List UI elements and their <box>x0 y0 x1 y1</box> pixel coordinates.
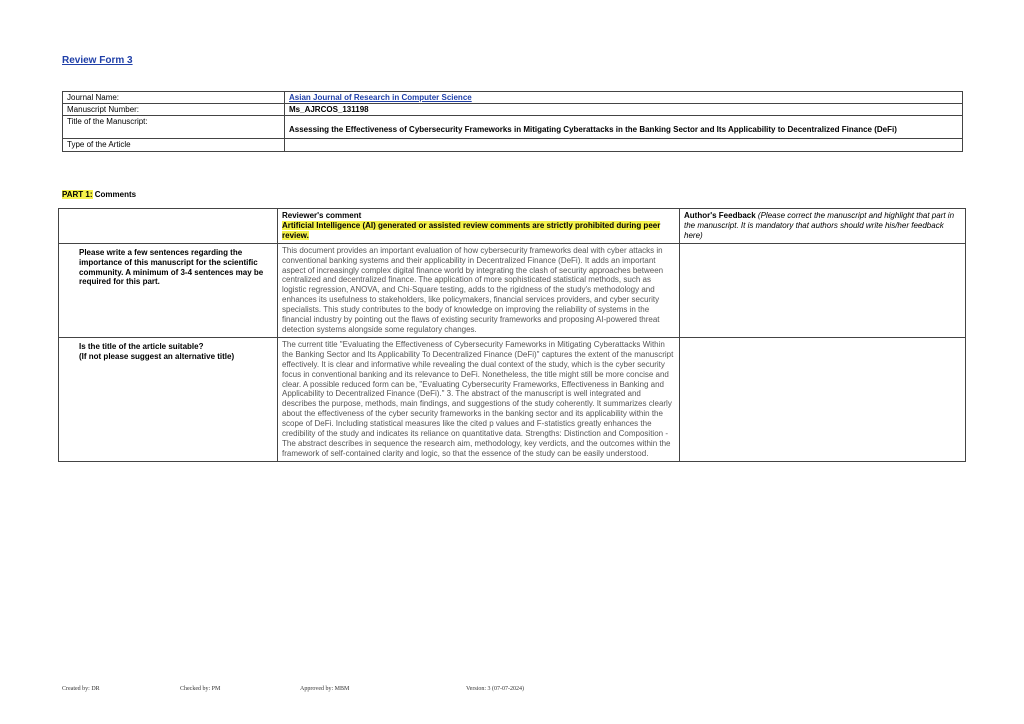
ai-prohibition-note: Artificial Intelligence (AI) generated or assisted review comments are strictly prohibited during peer review. <box>282 220 661 240</box>
journal-row <box>63 92 963 104</box>
journal-value-cell <box>285 92 963 104</box>
footer-created: Created by: DR <box>62 686 100 692</box>
comments-header-row <box>59 209 966 244</box>
question-title: Is the title of the article suitable? (If not please suggest an alternative title) <box>59 337 278 461</box>
comment-importance: This document provides an important evaluation of how cybersecurity frameworks deal with cyber attacks in conventional banking systems and their applicability in Decentralized Finance (DeFi). It adds an important aspect of increasingly complex digital finance world by integrating the clash of security approaches between centralized and decentralized finance. The application of more sophisticated statistical methods, such as logistic regression, ANOVA, and Chi-Square testing, adds to the rigidness of the study's methodology and enhances its usefulness to stakeholders, like policymakers, financial services providers, and cyber security specialists. This study contributes to the body of knowledge on improving the reliability of systems in the financial industry by pointing out the flaws of existing security frameworks and proposing AI-powered threat detection systems alongside some regulatory changes. <box>278 243 680 337</box>
footer-checked: Checked by: PM <box>180 686 221 692</box>
manuscript-number: Ms_AJRCOS_131198 <box>285 104 963 116</box>
manuscript-title: Assessing the Effectiveness of Cybersecurity Frameworks in Mitigating Cyberattacks in the Banking Sector and Its Applicability to Decentralized Finance (DeFi) <box>285 116 963 139</box>
comment-row-title <box>59 337 966 461</box>
journal-label: Journal Name: <box>63 92 285 104</box>
reviewer-header-cell <box>278 209 680 244</box>
feedback-importance[interactable] <box>680 243 966 337</box>
type-label: Type of the Article <box>63 139 285 152</box>
header-empty-cell <box>59 209 278 244</box>
manuscript-info-table <box>62 91 963 152</box>
author-header: Author's Feedback <box>684 211 756 220</box>
comment-title: The current title "Evaluating the Effectiveness of Cybersecurity Fameworks in Mitigating Cyberattacks Within the Banking Sector and Its Applicability To Decentralized Finance (DeFi)" captures the extent of the manuscript effectively. It is clear and informative while revealing the dual context of the study, which is the cyber security focus in conventional banking and its relevance to DeFi. Nonetheless, the title might still be more concise and clear. A possible reduced form can be, "Evaluating Cybersecurity Frameworks, Effectiveness in Banking and Applicability to Decentralized Finance (DeFi)." 3. The abstract of the manuscript is well integrated and describes the purpose, methods, main findings, and suggestions of the study coherently. It summarizes clearly about the effectiveness of the cyber security frameworks in the banking sector and its applicability within the scope of DeFi. Including statistical measures like the cited p values and F-statistics greatly enhances the credibility of the study and indicates its reliance on quantitative data. Strengths: Distinction and Composition - The abstract describes in sequence the research aim, methodology, key verdicts, and the outcomes within the framework of self-contained clarity and logic, so that the essence of the study can be easily understood. <box>278 337 680 461</box>
question-importance: Please write a few sentences regarding the importance of this manuscript for the scientific community. A minimum of 3-4 sentences may be required for this part. <box>59 243 278 337</box>
journal-link[interactable]: Asian Journal of Research in Computer Science <box>289 93 472 102</box>
type-value <box>285 139 963 152</box>
footer-approved: Approved by: MBM <box>300 686 350 692</box>
title-label: Title of the Manuscript: <box>63 116 285 139</box>
title-row <box>63 116 963 139</box>
comments-table <box>58 208 966 462</box>
manuscript-row <box>63 104 963 116</box>
reviewer-header: Reviewer's comment <box>282 211 362 220</box>
part-title: Comments <box>92 190 137 199</box>
form-title: Review Form 3 <box>62 55 133 66</box>
comment-row-importance <box>59 243 966 337</box>
type-row <box>63 139 963 152</box>
author-note: (Please correct the manuscript and highlight that part in the manuscript. It is mandatory that authors should write his/her feedback here) <box>684 211 955 240</box>
author-header-cell <box>680 209 966 244</box>
part-label: PART 1: <box>62 190 93 199</box>
manuscript-label: Manuscript Number: <box>63 104 285 116</box>
part-heading <box>62 190 136 199</box>
footer-version: Version: 3 (07-07-2024) <box>466 686 524 692</box>
feedback-title[interactable] <box>680 337 966 461</box>
